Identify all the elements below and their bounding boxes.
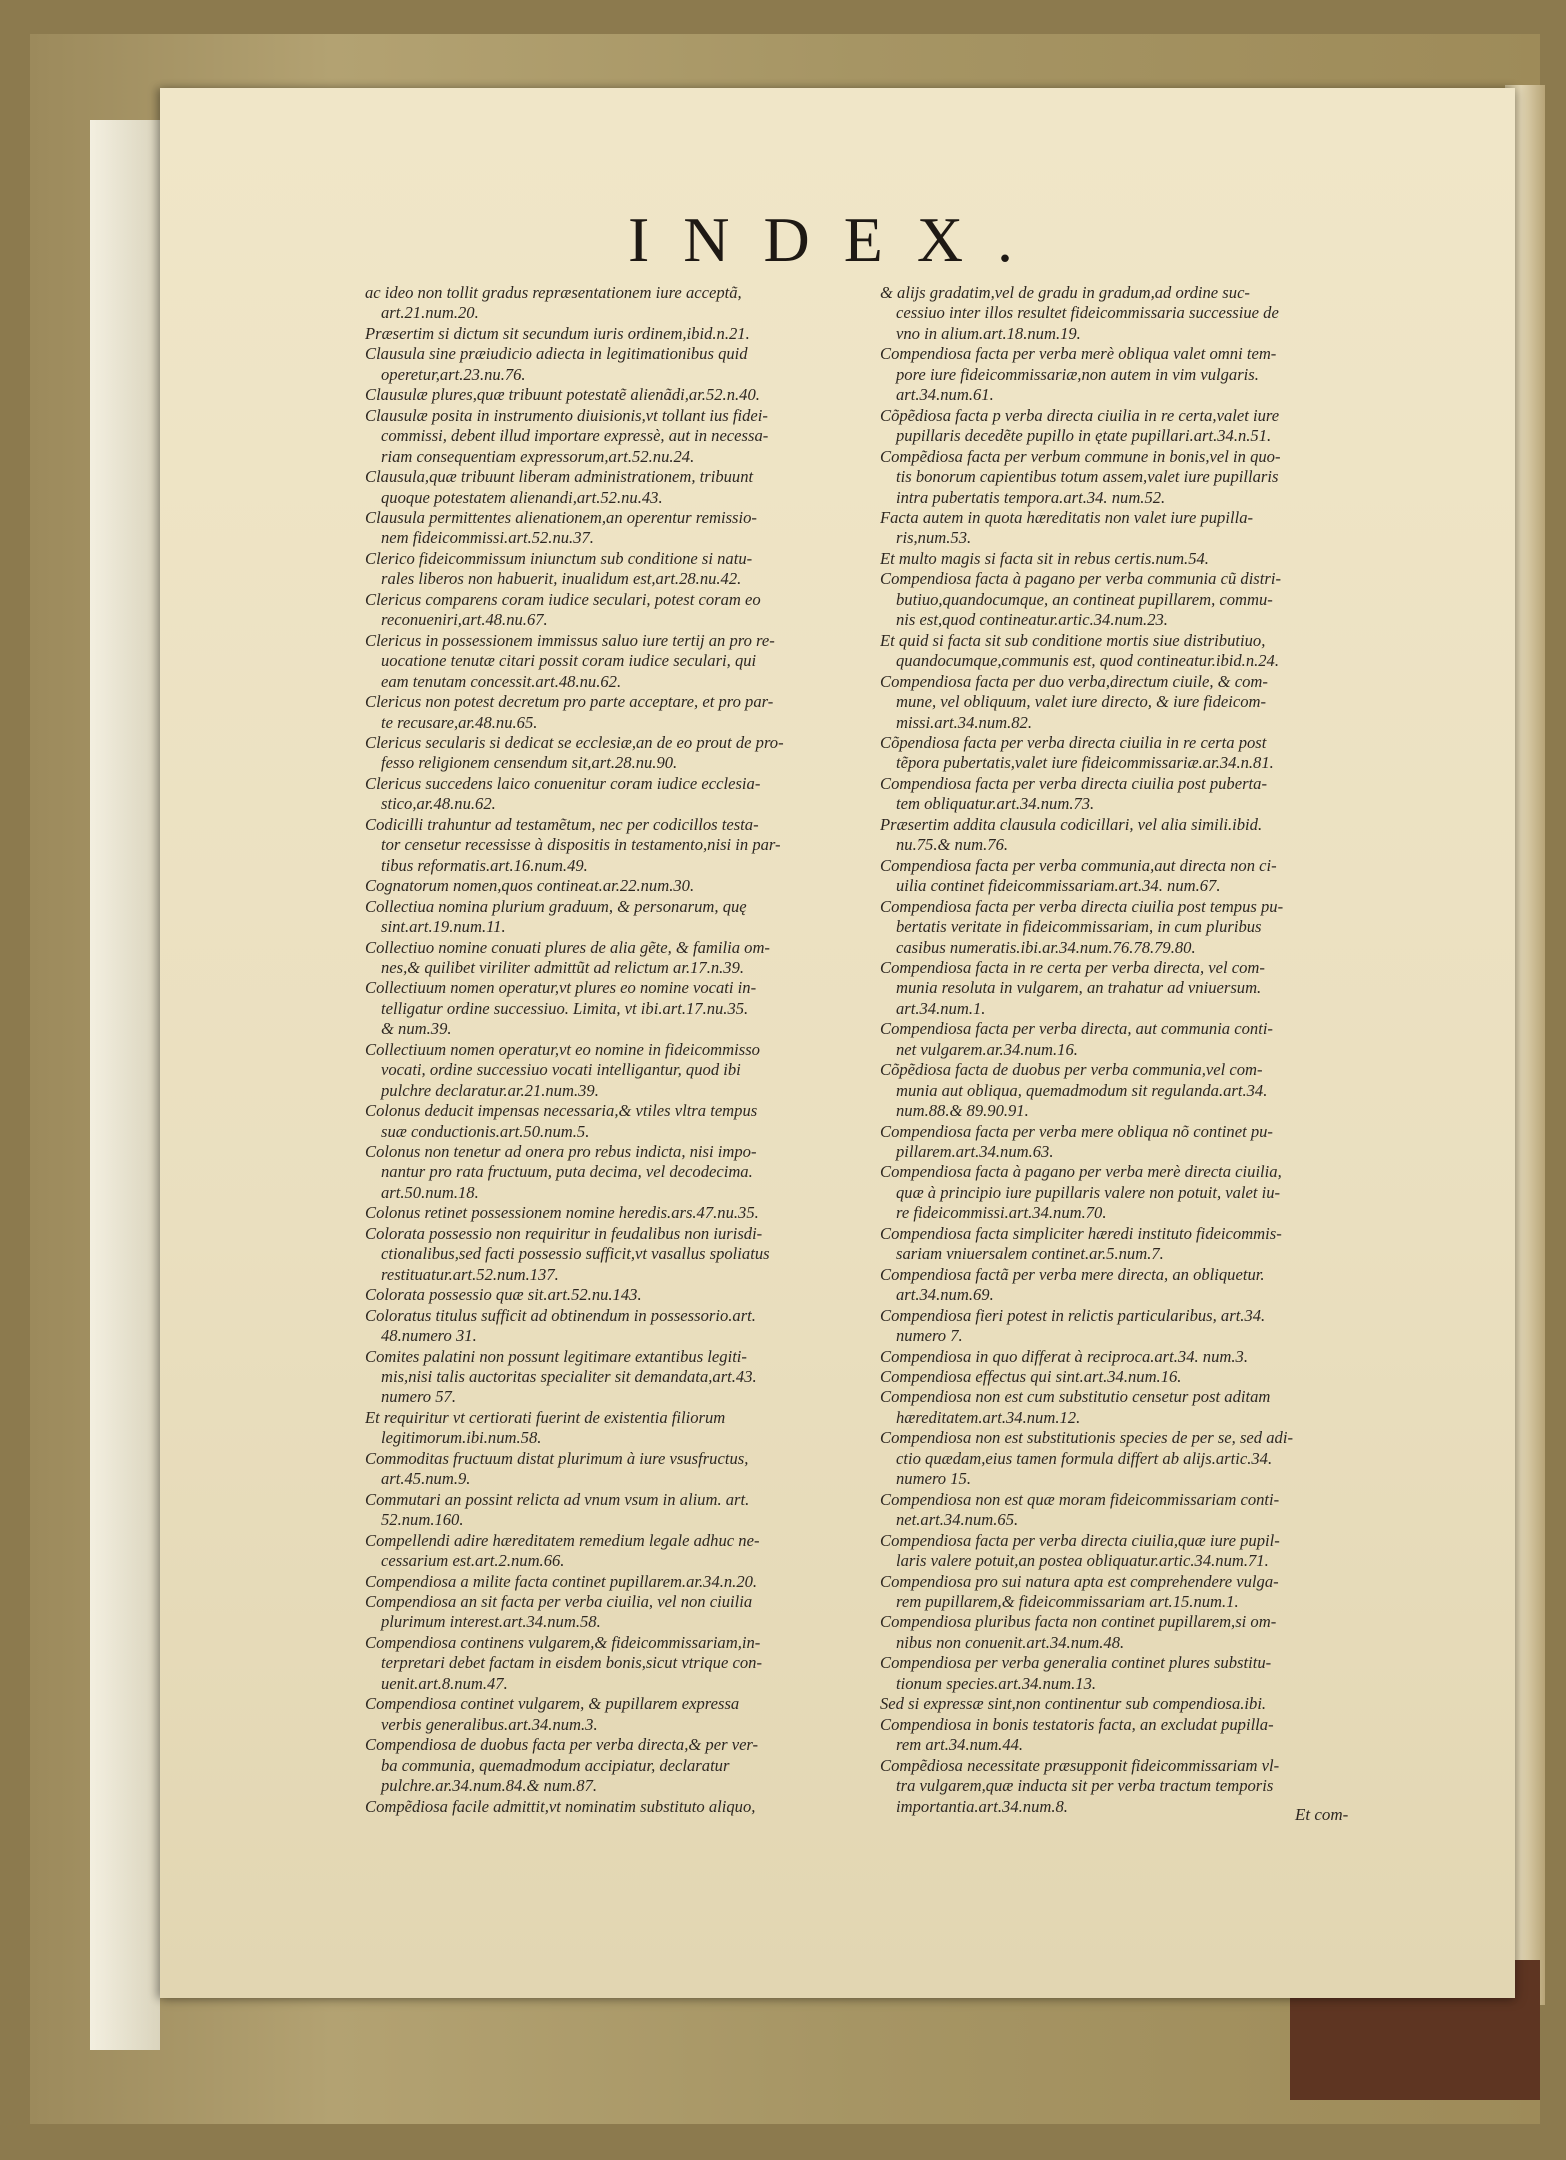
entry-line: Compendiosa facta per verba merè obliqua valet omni tem- [880, 344, 1277, 364]
index-entry [365, 1142, 885, 1203]
index-entry [880, 569, 1400, 630]
index-entry [880, 672, 1400, 733]
entry-line: art.21.num.20. [381, 303, 479, 323]
entry-line: eam tenutam concessit.art.48.nu.62. [381, 671, 622, 691]
index-entry [365, 1797, 885, 1817]
entry-line: Compendiosa facta per verba directa, aut communia conti- [880, 1019, 1273, 1039]
entry-line: Clericus in possessionem immissus saluo iure tertij an pro re- [365, 630, 775, 650]
entry-line: Compẽdiosa facile admittit,vt nominatim substituto aliquo, [365, 1796, 756, 1816]
entry-line: 52.num.160. [381, 1510, 464, 1530]
index-entry [365, 692, 885, 733]
entry-line: nu.75.& num.76. [896, 835, 1009, 855]
index-entry [880, 549, 1400, 569]
index-entry [365, 815, 885, 876]
index-entry [365, 1040, 885, 1101]
index-entry [365, 1203, 885, 1223]
index-entry [880, 897, 1400, 958]
index-entry [365, 467, 885, 508]
entry-line: Compendiosa facta per verba directa ciuilia post tempus pu- [880, 896, 1284, 916]
index-entry [880, 774, 1400, 815]
index-entry [880, 1122, 1400, 1163]
entry-line: Coloratus titulus sufficit ad obtinendum in possessorio.art. [365, 1305, 756, 1325]
entry-line: Colorata possessio non requiritur in feudalibus non iurisdi- [365, 1223, 763, 1243]
entry-line: Et quid si facta sit sub conditione mortis siue distributiuo, [880, 630, 1266, 650]
entry-line: sint.art.19.num.11. [381, 917, 506, 937]
entry-line: Compellendi adire hæreditatem remedium legale adhuc ne- [365, 1530, 760, 1550]
entry-line: Clausula permittentes alienationem,an operentur remissio- [365, 507, 757, 527]
left-column [365, 283, 885, 1817]
index-entry [880, 1387, 1400, 1428]
index-entry [365, 324, 885, 344]
entry-line: Et multo magis si facta sit in rebus certis.num.54. [880, 548, 1209, 568]
index-entry [880, 1694, 1400, 1714]
entry-line: Compendiosa effectus qui sint.art.34.num.16. [880, 1367, 1182, 1387]
entry-line: stico,ar.48.nu.62. [381, 794, 496, 814]
index-entry [880, 856, 1400, 897]
entry-line: quandocumque,communis est, quod contineatur.ibid.n.24. [896, 651, 1280, 671]
index-entry [365, 508, 885, 549]
index-entry [365, 1531, 885, 1572]
index-entry [880, 406, 1400, 447]
entry-line: Commutari an possint relicta ad vnum vsum in alium. art. [365, 1489, 750, 1509]
entry-line: sariam vniuersalem continet.ar.5.num.7. [896, 1244, 1164, 1264]
index-entry [880, 283, 1400, 344]
entry-line: Compendiosa facta per verba directa ciuilia,quæ iure pupil- [880, 1530, 1280, 1550]
index-entry [365, 938, 885, 979]
entry-line: Compendiosa continens vulgarem,& fideicommissariam,in- [365, 1632, 761, 1652]
entry-line: Colonus deducit impensas necessaria,& vtiles vltra tempus [365, 1101, 758, 1121]
entry-line: tis bonorum capientibus totum assem,valet iure pupillaris [896, 467, 1279, 487]
index-entry [365, 385, 885, 405]
entry-line: nantur pro rata fructuum, puta decima, vel decodecima. [381, 1162, 753, 1182]
entry-line: rem art.34.num.44. [896, 1735, 1024, 1755]
entry-line: mune, vel obliquum, valet iure directo, & iure fideicom- [896, 692, 1267, 712]
index-entry [365, 283, 885, 324]
entry-line: Collectiua nomina plurium graduum, & personarum, quę [365, 896, 747, 916]
entry-line: Compendiosa facta in re certa per verba directa, vel com- [880, 957, 1265, 977]
entry-line: Compendiosa fieri potest in relictis particularibus, art.34. [880, 1305, 1266, 1325]
index-entry [880, 1653, 1400, 1694]
index-entry [880, 1367, 1400, 1387]
entry-line: Compendiosa in bonis testatoris facta, an excludat pupilla- [880, 1714, 1274, 1734]
entry-line: importantia.art.34.num.8. [896, 1796, 1068, 1816]
index-entry [365, 1490, 885, 1531]
index-entry [880, 447, 1400, 508]
index-entry [365, 406, 885, 467]
entry-line: ctio quædam,eius tamen formula differt ab alijs.artic.34. [896, 1448, 1273, 1468]
index-entry [880, 1019, 1400, 1060]
entry-line: Facta autem in quota hæreditatis non valet iure pupilla- [880, 507, 1254, 527]
index-entry [880, 1060, 1400, 1121]
entry-line: verbis generalibus.art.34.num.3. [381, 1714, 598, 1734]
index-entry [365, 344, 885, 385]
entry-line: Collectiuo nomine conuati plures de alia gẽte, & familia om- [365, 937, 770, 957]
entry-line: Clausula sine præiudicio adiecta in legitimationibus quid [365, 344, 748, 364]
entry-line: cessiuo inter illos resultet fideicommissaria successiue de [896, 303, 1279, 323]
entry-line: Compendiosa per verba generalia continet plures substitu- [880, 1653, 1272, 1673]
index-entry [880, 1572, 1400, 1613]
entry-line: vno in alium.art.18.num.19. [896, 323, 1081, 343]
index-entry [880, 1306, 1400, 1347]
entry-line: hæreditatem.art.34.num.12. [896, 1407, 1081, 1427]
entry-line: vocati, ordine successiuo vocati intelligantur, quod ibi [381, 1060, 741, 1080]
entry-line: uocatione tenutæ citari possit coram iudice seculari, qui [381, 651, 757, 671]
entry-line: Compendiosa facta à pagano per verba communia cũ distri- [880, 569, 1281, 589]
entry-line: nibus non conuenit.art.34.num.48. [896, 1632, 1125, 1652]
entry-line: Collectiuum nomen operatur,vt plures eo nomine vocati in- [365, 978, 757, 998]
index-entry [365, 1408, 885, 1449]
binding-flap [90, 120, 160, 2050]
entry-line: ctionalibus,sed facti possessio sufficit,vt vasallus spoliatus [381, 1244, 770, 1264]
entry-line: uilia continet fideicommissariam.art.34. num.67. [896, 876, 1221, 896]
index-entry [880, 508, 1400, 549]
entry-line: uenit.art.8.num.47. [381, 1673, 508, 1693]
entry-line: art.34.num.1. [896, 998, 986, 1018]
entry-line: ris,num.53. [896, 528, 972, 548]
index-entry [365, 1224, 885, 1285]
index-entry [880, 1347, 1400, 1367]
entry-line: Collectiuum nomen operatur,vt eo nomine in fideicommisso [365, 1039, 760, 1059]
entry-line: quæ à principio iure pupillaris valere non potuit, valet iu- [896, 1182, 1281, 1202]
entry-line: mis,nisi talis auctoritas specialiter sit demandata,art.43. [381, 1367, 757, 1387]
entry-line: telligatur ordine successiuo. Limita, vt ibi.art.17.nu.35. [381, 998, 749, 1018]
entry-line: Sed si expressæ sint,non continentur sub compendiosa.ibi. [880, 1694, 1267, 1714]
entry-line: restituatur.art.52.num.137. [381, 1264, 559, 1284]
entry-line: numero 15. [896, 1469, 971, 1489]
entry-line: tionum species.art.34.num.13. [896, 1673, 1097, 1693]
entry-line: quoque potestatem alienandi,art.52.nu.43. [381, 487, 663, 507]
index-entry [880, 815, 1400, 856]
entry-line: Codicilli trahuntur ad testamẽtum, nec per codicillos testa- [365, 814, 759, 834]
entry-line: Cõpẽdiosa facta de duobus per verba communia,vel com- [880, 1060, 1263, 1080]
page-title: INDEX. [627, 204, 1048, 275]
entry-line: net.art.34.num.65. [896, 1510, 1019, 1530]
entry-line: art.34.num.69. [896, 1285, 994, 1305]
entry-line: Compẽdiosa necessitate præsupponit fideicommissariam vl- [880, 1755, 1280, 1775]
entry-line: numero 7. [896, 1326, 963, 1346]
entry-line: & num.39. [381, 1019, 452, 1039]
index-entry [880, 344, 1400, 405]
entry-line: Clericus secularis si dedicat se ecclesiæ,an de eo prout de pro- [365, 732, 784, 752]
index-entry [365, 1592, 885, 1633]
entry-line: net vulgarem.ar.34.num.16. [896, 1039, 1078, 1059]
entry-line: missi.art.34.num.82. [896, 712, 1032, 732]
entry-line: Compẽdiosa facta per verbum commune in bonis,vel in quo- [880, 446, 1281, 466]
entry-line: Præsertim si dictum sit secundum iuris ordinem,ibid.n.21. [365, 323, 750, 343]
entry-line: pore iure fideicommissariæ,non autem in vim vulgaris. [896, 364, 1259, 384]
entry-line: suæ conductionis.art.50.num.5. [381, 1121, 590, 1141]
entry-line: rem pupillarem,& fideicommissariam art.15.num.1. [896, 1592, 1239, 1611]
index-entry [365, 549, 885, 590]
index-entry [365, 1449, 885, 1490]
entry-line: Clerico fideicommissum iniunctum sub conditione si natu- [365, 548, 753, 568]
entry-line: Cõpendiosa facta per verba directa ciuilia in re certa post [880, 732, 1267, 752]
entry-line: Compendiosa facta simpliciter hæredi instituto fideicommis- [880, 1223, 1282, 1243]
index-entry [365, 631, 885, 692]
entry-line: Compendiosa non est substitutionis species de per se, sed adi- [880, 1428, 1293, 1448]
entry-line: Compendiosa de duobus facta per verba directa,& per ver- [365, 1735, 759, 1755]
index-entry [880, 958, 1400, 1019]
index-entry [880, 733, 1400, 774]
entry-line: pillarem.art.34.num.63. [896, 1142, 1054, 1162]
entry-line: Compendiosa non est quæ moram fideicommissariam conti- [880, 1489, 1280, 1509]
index-entry [365, 1572, 885, 1592]
entry-line: num.88.& 89.90.91. [896, 1101, 1029, 1121]
entry-line: art.45.num.9. [381, 1469, 471, 1489]
entry-line: Compendiosa facta per duo verba,directum ciuile, & com- [880, 671, 1268, 691]
entry-line: commissi, debent illud importare expressè, aut in necessa- [381, 426, 769, 446]
entry-line: Compendiosa facta à pagano per verba merè directa ciuilia, [880, 1162, 1282, 1182]
index-entry [880, 631, 1400, 672]
entry-line: legitimorum.ibi.num.58. [381, 1428, 542, 1448]
entry-line: Clericus comparens coram iudice seculari, potest coram eo [365, 589, 761, 609]
entry-line: Compendiosa facta per verba communia,aut directa non ci- [880, 855, 1277, 875]
entry-line: pulchre.ar.34.num.84.& num.87. [381, 1776, 598, 1796]
entry-line: tor censetur recessisse à dispositis in testamento,nisi in par- [381, 835, 781, 855]
index-entry [365, 774, 885, 815]
entry-line: art.34.num.61. [896, 385, 994, 405]
entry-line: rales liberos non habuerit, inualidum est,art.28.nu.42. [381, 569, 742, 589]
entry-line: Compendiosa in quo differat à reciproca.art.34. num.3. [880, 1346, 1248, 1366]
entry-line: riam consequentiam expressorum,art.52.nu.24. [381, 446, 695, 466]
index-entry [365, 1694, 885, 1735]
entry-line: ba communia, quemadmodum accipiatur, declaratur [381, 1755, 730, 1775]
entry-line: te recusare,ar.48.nu.65. [381, 712, 538, 732]
entry-line: Commoditas fructuum distat plurimum à iure vsusfructus, [365, 1448, 749, 1468]
right-column [880, 283, 1400, 1817]
entry-line: butiuo,quandocumque, an contineat pupillarem, commu- [896, 589, 1273, 609]
entry-line: bertatis veritate in fideicommissariam, in cum pluribus [896, 917, 1262, 937]
index-entry [880, 1612, 1400, 1653]
entry-line: Compendiosa non est cum substitutio censetur post aditam [880, 1387, 1271, 1407]
entry-line: Compendiosa an sit facta per verba ciuilia, vel non ciuilia [365, 1592, 753, 1611]
entry-line: Præsertim addita clausula codicillari, vel alia simili.ibid. [880, 814, 1263, 834]
entry-line: art.50.num.18. [381, 1182, 479, 1202]
index-entry [365, 590, 885, 631]
index-entry [365, 876, 885, 896]
entry-line: Clericus non potest decretum pro parte acceptare, et pro par- [365, 692, 774, 712]
entry-line: Compendiosa factã per verba mere directa, an obliquetur. [880, 1264, 1265, 1284]
entry-line: casibus numeratis.ibi.ar.34.num.76.78.79.80. [896, 937, 1196, 957]
entry-line: Et requiritur vt certiorati fuerint de existentia filiorum [365, 1407, 726, 1427]
entry-line: ac ideo non tollit gradus repræsentationem iure acceptã, [365, 283, 742, 302]
entry-line: tibus reformatis.art.16.num.49. [381, 855, 588, 875]
entry-line: Cõpẽdiosa facta p verba directa ciuilia in re certa,valet iure [880, 405, 1280, 425]
index-entry [880, 1531, 1400, 1572]
entry-line: Compendiosa facta per verba directa ciuilia post puberta- [880, 773, 1267, 793]
entry-line: fesso religionem censendum sit,art.28.nu.90. [381, 753, 678, 773]
entry-line: pupillaris decedẽte pupillo in ętate pupillari.art.34.n.51. [896, 426, 1272, 446]
entry-line: Compendiosa facta per verba mere obliqua nõ continet pu- [880, 1121, 1273, 1141]
entry-line: reconueniri,art.48.nu.67. [381, 610, 548, 630]
entry-line: plurimum interest.art.34.num.58. [381, 1612, 601, 1632]
index-entry [365, 978, 885, 1039]
entry-line: Colonus non tenetur ad onera pro rebus indicta, nisi impo- [365, 1142, 757, 1162]
entry-line: nis est,quod contineatur.artic.34.num.23. [896, 610, 1168, 630]
entry-line: numero 57. [381, 1387, 456, 1407]
entry-line: Cognatorum nomen,quos contineat.ar.22.num.30. [365, 876, 695, 896]
entry-line: tẽpora pubertatis,valet iure fideicommissariæ.ar.34.n.81. [896, 753, 1274, 773]
index-entry [880, 1265, 1400, 1306]
entry-line: Clausulæ plures,quæ tribuunt potestatẽ alienãdi,ar.52.n.40. [365, 385, 760, 405]
entry-line: pulchre declaratur.ar.21.num.39. [381, 1080, 599, 1100]
entry-line: 48.numero 31. [381, 1326, 477, 1346]
entry-line: Comites palatini non possunt legitimare extantibus legiti- [365, 1346, 747, 1366]
entry-line: operetur,art.23.nu.76. [381, 364, 526, 384]
index-entry [365, 1306, 885, 1347]
index-entry [365, 1633, 885, 1694]
index-entry [880, 1715, 1400, 1756]
entry-line: Compendiosa pro sui natura apta est comprehendere vulga- [880, 1571, 1279, 1591]
entry-line: nes,& quilibet viriliter admittũt ad relictum ar.17.n.39. [381, 957, 745, 977]
entry-line: munia resoluta in vulgarem, an trahatur ad vniuersum. [896, 978, 1262, 998]
index-entry [365, 1347, 885, 1408]
entry-line: Clericus succedens laico conuenitur coram iudice ecclesia- [365, 773, 761, 793]
entry-line: munia aut obliqua, quemadmodum sit regulanda.art.34. [896, 1080, 1268, 1100]
entry-line: terpretari debet factam in eisdem bonis,sicut vtrique con- [381, 1653, 762, 1673]
index-entry [880, 1490, 1400, 1531]
index-entry [880, 1162, 1400, 1223]
entry-line: Clausulæ posita in instrumento diuisionis,vt tollant ius fidei- [365, 405, 768, 425]
entry-line: re fideicommissi.art.34.num.70. [896, 1203, 1107, 1223]
entry-line: cessarium est.art.2.num.66. [381, 1551, 565, 1571]
entry-line: Clausula,quæ tribuunt liberam administrationem, tribuunt [365, 467, 754, 487]
entry-line: tem obliquatur.art.34.num.73. [896, 794, 1095, 814]
entry-line: & alijs gradatim,vel de gradu in gradum,ad ordine suc- [880, 283, 1250, 302]
entry-line: tra vulgarem,quæ inducta sit per verba tractum temporis [896, 1776, 1274, 1796]
index-entry [365, 1735, 885, 1796]
entry-line: Compendiosa pluribus facta non continet pupillarem,si om- [880, 1612, 1277, 1632]
entry-line: nem fideicommissi.art.52.nu.37. [381, 528, 594, 548]
index-entry [365, 1101, 885, 1142]
entry-line: Compendiosa continet vulgarem, & pupillarem expressa [365, 1694, 740, 1714]
entry-line: intra pubertatis tempora.art.34. num.52. [896, 487, 1166, 507]
entry-line: Compendiosa a milite facta continet pupillarem.ar.34.n.20. [365, 1571, 758, 1591]
index-entry [365, 897, 885, 938]
entry-line: laris valere potuit,an postea obliquatur.artic.34.num.71. [896, 1551, 1269, 1571]
index-entry [365, 1285, 885, 1305]
index-page [160, 88, 1515, 1998]
index-entry [880, 1428, 1400, 1489]
entry-line: Colorata possessio quæ sit.art.52.nu.143. [365, 1285, 642, 1305]
entry-line: Colonus retinet possessionem nomine heredis.ars.47.nu.35. [365, 1203, 759, 1223]
catchword: Et com- [1295, 1805, 1349, 1824]
index-entry [880, 1224, 1400, 1265]
index-entry [365, 733, 885, 774]
